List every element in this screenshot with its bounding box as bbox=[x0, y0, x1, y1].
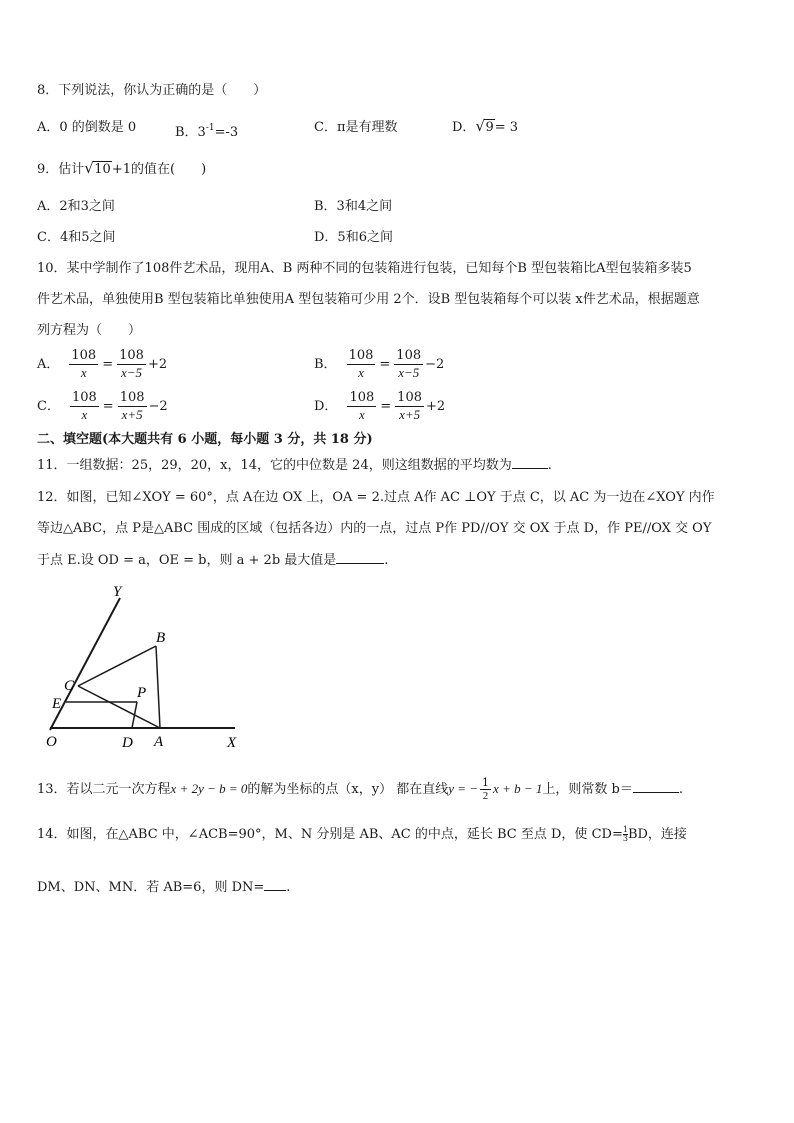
fraction bbox=[347, 390, 376, 423]
q12-stem: 于点 E.设 OD = a，OE = b，则 a + 2b 最大值是 bbox=[37, 553, 337, 568]
option-tail: +2 bbox=[147, 356, 168, 372]
option-label: A． bbox=[37, 356, 60, 372]
label-y: Y bbox=[113, 584, 122, 600]
q8-option-d bbox=[452, 119, 518, 137]
answer-blank[interactable] bbox=[512, 456, 548, 469]
q10-option-a: A． $\frac{108}{x}$ = $\frac{108}{x-5}$ +2 bbox=[37, 348, 168, 380]
q8-d-radicand: 9 bbox=[485, 120, 494, 135]
label-o: O bbox=[46, 734, 57, 750]
label-e: E bbox=[52, 696, 62, 712]
q13-end: . bbox=[678, 782, 683, 797]
fraction-numerator: 108 bbox=[349, 390, 375, 405]
q10-option-b: B． $\frac{108}{x}$ = $\frac{108}{x-5}$ −2 bbox=[314, 348, 445, 380]
q9-option-b: B．3和4之间 bbox=[314, 199, 393, 214]
fraction-numerator: 1 bbox=[482, 776, 490, 789]
q14-suffix: BD，连接 bbox=[627, 827, 687, 842]
segment-ba bbox=[156, 646, 160, 728]
q12-line3 bbox=[37, 551, 388, 570]
q13-prefix: 13．若以二元一次方程 bbox=[37, 782, 171, 797]
q13-middle: 的解为坐标的点（x，y） 都在直线 bbox=[247, 782, 449, 797]
q8-option-a: A．0 的倒数是 0 bbox=[37, 120, 137, 135]
label-c: C bbox=[64, 678, 75, 694]
label-p: P bbox=[137, 685, 147, 701]
fraction-denominator: x+5 bbox=[399, 407, 421, 422]
q8-b-exponent: -1 bbox=[205, 123, 215, 133]
option-label: D． bbox=[314, 398, 338, 414]
q9-suffix: 的值在( ) bbox=[131, 162, 207, 177]
label-a: A bbox=[154, 734, 164, 750]
fraction-denominator: x bbox=[81, 407, 88, 422]
fraction bbox=[69, 348, 98, 381]
answer-blank[interactable] bbox=[633, 780, 679, 793]
q8-stem: 8．下列说法，你认为正确的是（ ） bbox=[37, 83, 267, 98]
answer-blank[interactable] bbox=[264, 878, 286, 891]
q11-end: . bbox=[547, 458, 552, 473]
fraction-denominator: x bbox=[80, 365, 87, 380]
fraction-numerator: 1 bbox=[622, 825, 628, 834]
fraction-denominator: x bbox=[358, 407, 365, 422]
section-heading: 二、填空题(本大题共有 6 小题，每小题 3 分，共 18 分) bbox=[37, 432, 373, 447]
q9-stem bbox=[37, 161, 206, 179]
q9-radicand: 10 bbox=[94, 162, 111, 177]
q8-d-result: = 3 bbox=[494, 120, 519, 135]
fraction bbox=[70, 390, 99, 423]
fraction bbox=[118, 390, 147, 423]
q9-option-a: A．2和3之间 bbox=[37, 199, 115, 214]
q9-prefix: 9．估计 bbox=[37, 162, 85, 177]
q10-line1: 10．某中学制作了108件艺术品，现用A、B 两种不同的包装箱进行包装，已知每个B 型包装箱比A型包装箱多装5 bbox=[37, 261, 692, 276]
q12-end: . bbox=[384, 553, 389, 568]
option-label: C． bbox=[37, 398, 60, 414]
q11-text bbox=[37, 456, 552, 475]
label-x: X bbox=[227, 735, 237, 751]
q10-line3: 列方程为（ ） bbox=[37, 323, 142, 338]
fraction bbox=[480, 776, 491, 803]
fraction-denominator: x+5 bbox=[121, 407, 143, 422]
q12-line2: 等边△ABC，点 P是△ABC 围成的区域（包括各边）内的一点，过点 P作 PD//OY 交 OX 于点 D，作 PE//OX 交 OY bbox=[37, 521, 712, 536]
q14-line1 bbox=[37, 826, 687, 844]
fraction-numerator: 108 bbox=[71, 390, 97, 405]
fraction-numerator: 108 bbox=[71, 348, 97, 363]
q8-option-b bbox=[175, 119, 238, 142]
option-label: B． bbox=[314, 356, 337, 372]
q13-suffix: 上，则常数 b＝ bbox=[542, 782, 633, 797]
q8-b-result: =-3 bbox=[214, 125, 239, 140]
q13-line-right: x + b − 1 bbox=[493, 781, 543, 796]
q14-end: . bbox=[286, 880, 291, 895]
fraction-denominator: x−5 bbox=[121, 365, 143, 380]
q9-option-d: D．5和6之间 bbox=[314, 230, 393, 245]
fraction bbox=[395, 390, 424, 423]
fraction-numerator: 108 bbox=[119, 348, 144, 363]
fraction bbox=[394, 348, 423, 381]
fraction-denominator: x−5 bbox=[398, 365, 420, 380]
q8-d-label: D． bbox=[452, 120, 476, 135]
q8-option-c: C．π是有理数 bbox=[314, 120, 398, 135]
option-tail: −2 bbox=[148, 398, 168, 414]
fraction-numerator: 108 bbox=[348, 348, 374, 363]
label-b: B bbox=[156, 630, 166, 646]
q13-text bbox=[37, 776, 683, 803]
sqrt-symbol bbox=[84, 161, 112, 179]
sqrt-symbol bbox=[475, 119, 494, 137]
fraction-numerator: 108 bbox=[396, 348, 422, 363]
fraction bbox=[347, 348, 376, 381]
q14-stem: DM、DN、MN．若 AB=6，则 DN= bbox=[37, 880, 265, 895]
option-tail: −2 bbox=[425, 356, 445, 372]
q12-line1: 12．如图，已知∠XOY = 60°，点 A在边 OX 上，OA = 2.过点 A作 AC ⊥OY 于点 C，以 AC 为一边在∠XOY 内作 bbox=[37, 490, 715, 505]
q14-line2 bbox=[37, 878, 290, 897]
fraction-denominator: 2 bbox=[482, 790, 489, 802]
segment-cb bbox=[78, 646, 156, 686]
option-tail: +2 bbox=[426, 398, 446, 414]
fraction-denominator: x bbox=[358, 365, 364, 380]
q8-b-base: B．3 bbox=[175, 125, 206, 140]
q10-option-d: D． $\frac{108}{x}$ = $\frac{108}{x+5}$ +2 bbox=[314, 390, 446, 422]
fraction-numerator: 108 bbox=[119, 390, 145, 405]
q9-option-c: C．4和5之间 bbox=[37, 230, 116, 245]
fraction bbox=[117, 348, 146, 381]
answer-blank[interactable] bbox=[336, 551, 384, 564]
segment-ca bbox=[78, 686, 160, 728]
label-d: D bbox=[122, 735, 133, 751]
q12-geometry-figure bbox=[40, 580, 260, 755]
q10-option-c: C． $\frac{108}{x}$ = $\frac{108}{x+5}$ −2 bbox=[37, 390, 168, 422]
q11-stem: 11．一组数据：25，29，20，x，14，它的中位数是 24，则这组数据的平均数为 bbox=[37, 458, 512, 473]
q10-line2: 件艺术品，单独使用B 型包装箱比单独使用A 型包装箱可少用 2个．设B 型包装箱每个可以装 x件艺术品，根据题意 bbox=[37, 292, 700, 307]
q13-line-left: y = − bbox=[448, 781, 479, 796]
fraction-numerator: 108 bbox=[397, 390, 422, 405]
q13-equation: x + 2y − b = 0 bbox=[170, 781, 248, 796]
q14-prefix: 14．如图，在△ABC 中，∠ACB=90°，M、N 分别是 AB、AC 的中点，延长 BC 至点 D，使 CD= bbox=[37, 827, 623, 842]
fraction-denominator: 3 bbox=[622, 834, 628, 843]
q9-plus: +1 bbox=[111, 162, 131, 177]
